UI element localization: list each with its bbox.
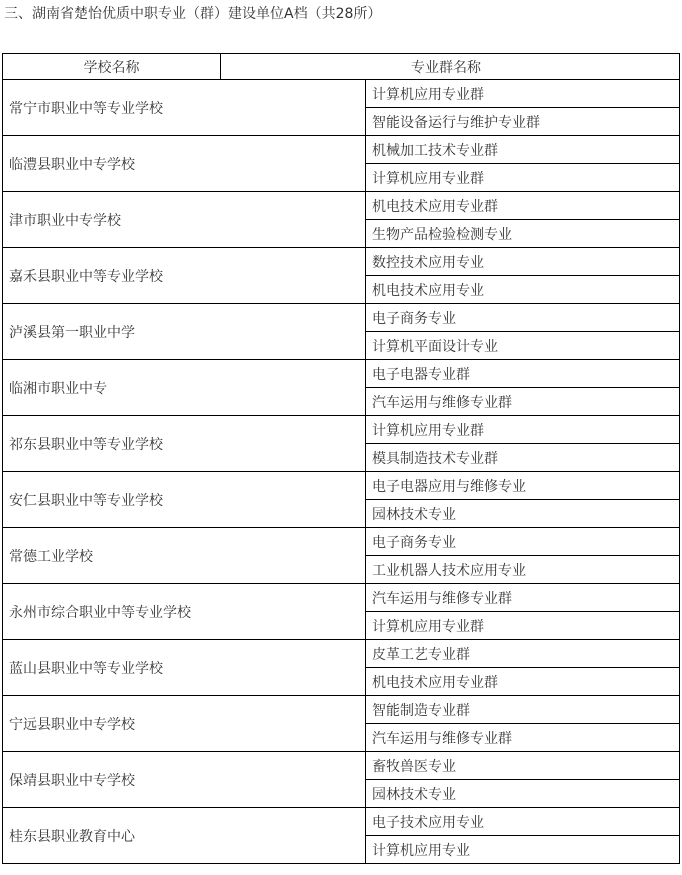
school-name-cell: 临澧县职业中专学校 <box>3 136 366 192</box>
table-row <box>3 584 680 612</box>
school-name-cell: 安仁县职业中等专业学校 <box>3 472 366 528</box>
school-name-cell: 津市职业中专学校 <box>3 192 366 248</box>
table-row <box>3 248 680 276</box>
school-name-cell: 永州市综合职业中等专业学校 <box>3 584 366 640</box>
major-name-cell: 电子电器专业群 <box>366 360 680 388</box>
major-name-cell: 园林技术专业 <box>366 500 680 528</box>
major-name-cell: 计算机应用专业群 <box>366 80 680 108</box>
table-row <box>3 640 680 668</box>
school-name-cell: 常宁市职业中等专业学校 <box>3 80 366 136</box>
school-major-table <box>2 53 680 864</box>
major-name-cell: 生物产品检验检测专业 <box>366 220 680 248</box>
major-name-cell: 机械加工技术专业群 <box>366 136 680 164</box>
table-row <box>3 808 680 836</box>
page-heading: 三、湖南省楚怡优质中职专业（群）建设单位A档（共28所） <box>4 6 382 22</box>
major-name-cell: 模具制造技术专业群 <box>366 444 680 472</box>
major-name-cell: 计算机平面设计专业 <box>366 332 680 360</box>
major-name-cell: 计算机应用专业 <box>366 836 680 864</box>
school-name-cell: 嘉禾县职业中等专业学校 <box>3 248 366 304</box>
major-name-cell: 计算机应用专业群 <box>366 416 680 444</box>
table-row <box>3 472 680 500</box>
major-name-cell: 汽车运用与维修专业群 <box>366 724 680 752</box>
table-row <box>3 304 680 332</box>
major-name-cell: 电子商务专业 <box>366 304 680 332</box>
school-name-cell: 蓝山县职业中等专业学校 <box>3 640 366 696</box>
school-name-cell: 临湘市职业中专 <box>3 360 366 416</box>
school-name-cell: 桂东县职业教育中心 <box>3 808 366 864</box>
major-name-cell: 数控技术应用专业 <box>366 248 680 276</box>
school-name-cell: 泸溪县第一职业中学 <box>3 304 366 360</box>
table-row <box>3 136 680 164</box>
school-name-cell: 宁远县职业中专学校 <box>3 696 366 752</box>
major-name-cell: 电子技术应用专业 <box>366 808 680 836</box>
major-name-cell: 汽车运用与维修专业群 <box>366 388 680 416</box>
major-name-cell: 机电技术应用专业群 <box>366 668 680 696</box>
school-name-cell: 保靖县职业中专学校 <box>3 752 366 808</box>
major-name-cell: 园林技术专业 <box>366 780 680 808</box>
major-name-cell: 电子商务专业 <box>366 528 680 556</box>
table-row <box>3 360 680 388</box>
school-column-header: 学校名称 <box>3 54 221 80</box>
table-row <box>3 416 680 444</box>
major-column-header: 专业群名称 <box>221 54 680 80</box>
major-name-cell: 机电技术应用专业 <box>366 276 680 304</box>
major-name-cell: 智能制造专业群 <box>366 696 680 724</box>
table-row <box>3 696 680 724</box>
major-name-cell: 电子电器应用与维修专业 <box>366 472 680 500</box>
table-row <box>3 80 680 108</box>
table-row <box>3 752 680 780</box>
major-name-cell: 汽车运用与维修专业群 <box>366 584 680 612</box>
major-name-cell: 皮革工艺专业群 <box>366 640 680 668</box>
major-name-cell: 计算机应用专业群 <box>366 164 680 192</box>
major-name-cell: 畜牧兽医专业 <box>366 752 680 780</box>
table-row <box>3 192 680 220</box>
table-row <box>3 528 680 556</box>
table-header-row <box>3 54 680 80</box>
major-name-cell: 机电技术应用专业群 <box>366 192 680 220</box>
major-name-cell: 工业机器人技术应用专业 <box>366 556 680 584</box>
school-name-cell: 常德工业学校 <box>3 528 366 584</box>
major-name-cell: 智能设备运行与维护专业群 <box>366 108 680 136</box>
major-name-cell: 计算机应用专业群 <box>366 612 680 640</box>
school-name-cell: 祁东县职业中等专业学校 <box>3 416 366 472</box>
